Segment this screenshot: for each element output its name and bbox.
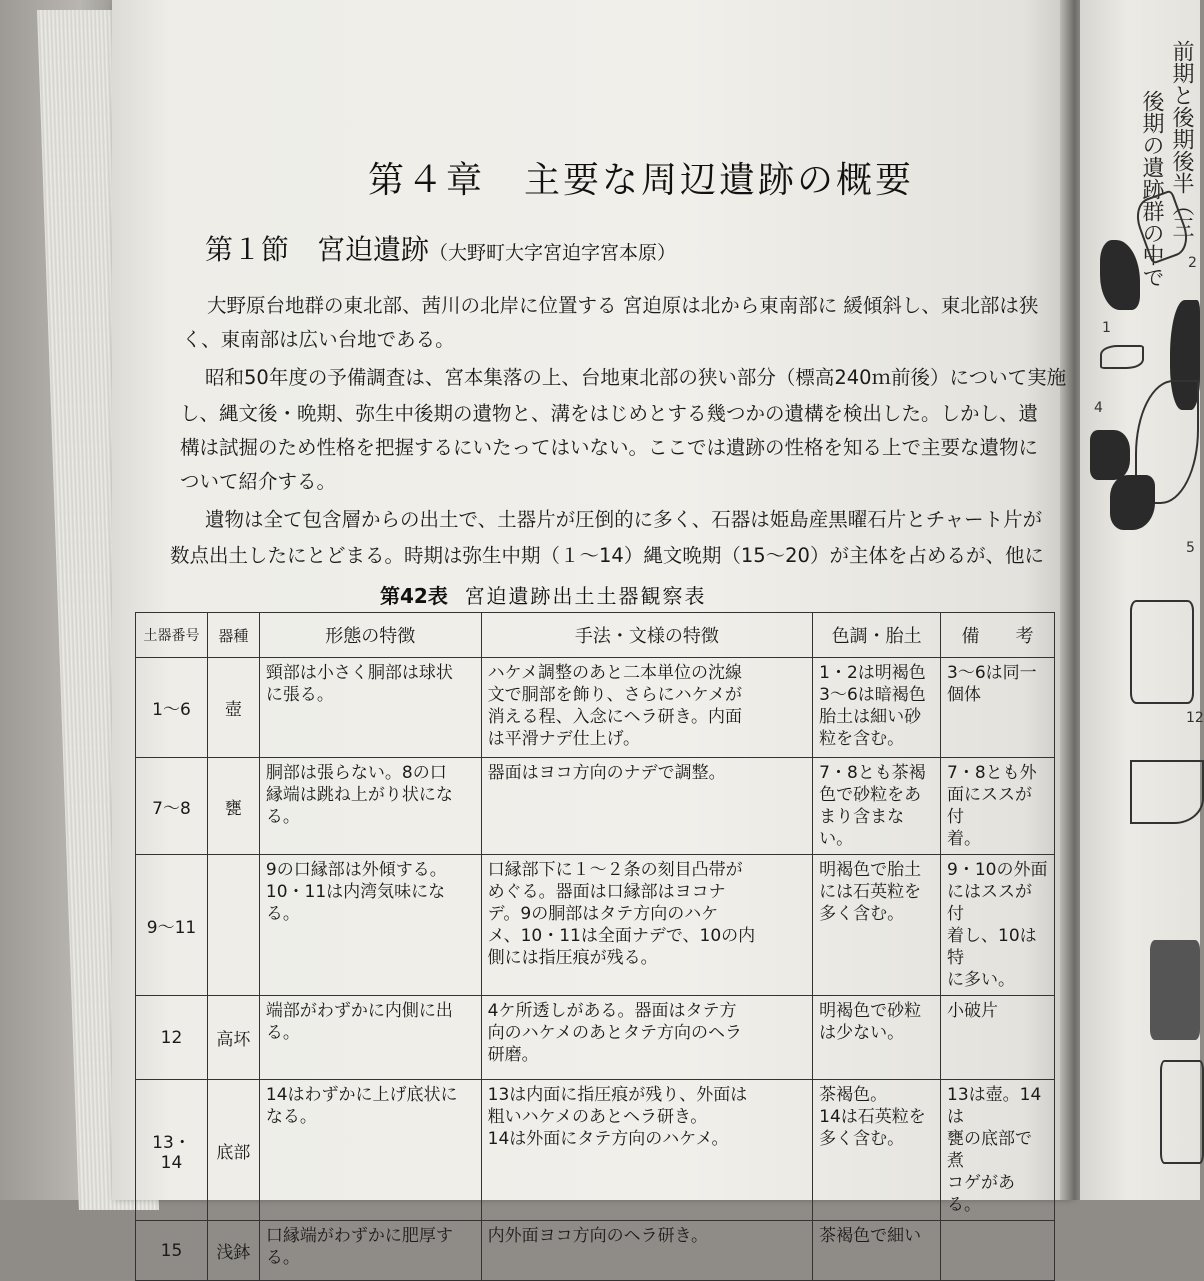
facing-page: [1080, 0, 1204, 1200]
cell-method: 13は内面に指圧痕が残り、外面は 粗いハケメのあとヘラ研き。 14は外面にタテ方向のハケメ。: [481, 1080, 813, 1221]
cell-method: ハケメ調整のあと二本単位の沈線 文で胴部を飾り、さらにハケメが 消える程、入念にヘラ研き。内面 は平滑ナデ仕上げ。: [481, 658, 813, 758]
header-number: 土器番号: [136, 613, 208, 658]
cell-note: 13は壺。14は 甕の底部で煮 コゲがある。: [941, 1080, 1055, 1221]
paragraph-line: 構は試掘のため性格を把握するにいたってはいない。ここでは遺跡の性格を知る上で主要な遺物に: [180, 436, 1039, 459]
cell-number: 1～6: [136, 658, 208, 758]
cell-form: 胴部は張らない。8の口 縁端は跳ね上がり状にな る。: [259, 758, 481, 855]
figure-number: 12: [1186, 710, 1204, 726]
header-form: 形態の特徴: [259, 613, 481, 658]
header-method: 手法・文様の特徴: [481, 613, 813, 658]
section-title: 第１節 宮迫遺跡: [205, 233, 430, 266]
cell-note: 3～6は同一 個体: [941, 658, 1055, 758]
cell-number: 7～8: [136, 758, 208, 855]
cell-kind: 浅鉢: [207, 1221, 259, 1281]
header-kind: 器種: [207, 613, 259, 658]
cell-kind: 高坏: [207, 996, 259, 1080]
paragraph-line: ついて紹介する。: [180, 470, 337, 493]
header-color: 色調・胎土: [813, 613, 941, 658]
table-row: [136, 758, 1055, 855]
figure-number: 1: [1102, 320, 1111, 336]
pottery-drawing: [1100, 345, 1144, 369]
table-row: [136, 658, 1055, 758]
cell-form: 口縁端がわずかに肥厚す る。: [259, 1221, 481, 1281]
pottery-sherd: [1150, 940, 1200, 1040]
paragraph-line: 数点出土したにとどまる。時期は弥生中期（１～14）縄文晩期（15～20）が主体を占めるが、他に: [170, 544, 1044, 567]
cell-note: 9・10の外面 にはススが付 着し、10は特 に多い。: [941, 855, 1055, 996]
cell-note: [941, 1221, 1055, 1281]
cell-color: 7・8とも茶褐 色で砂粒をあ まり含まない。: [813, 758, 941, 855]
cell-color: 明褐色で砂粒 は少ない。: [813, 996, 941, 1080]
cell-note: 小破片: [941, 996, 1055, 1080]
facing-vertical-text-2: 後期の遺跡群の中で: [1139, 90, 1164, 288]
paragraph-line: 遺物は全て包含層からの出土で、土器片が圧倒的に多く、石器は姫島産黒曜石片とチャート片が: [205, 508, 1043, 531]
cell-color: 明褐色で胎土 には石英粒を 多く含む。: [813, 855, 941, 996]
table-header-row: [136, 613, 1055, 658]
pottery-sherd: [1110, 475, 1155, 530]
pottery-drawing: [1130, 600, 1194, 704]
facing-vertical-text-1: 前期と後期後半（三: [1169, 40, 1194, 238]
paragraph-line: し、縄文後・晩期、弥生中後期の遺物と、溝をはじめとする幾つかの遺構を検出した。しかし、遺: [180, 402, 1039, 425]
cell-number: 9～11: [136, 855, 208, 996]
cell-number: 13・14: [136, 1080, 208, 1221]
cell-note: 7・8とも外 面にススが付 着。: [941, 758, 1055, 855]
cell-number: 15: [136, 1221, 208, 1281]
cell-color: 1・2は明褐色 3～6は暗褐色 胎土は細い砂 粒を含む。: [813, 658, 941, 758]
cell-kind: 壺: [207, 658, 259, 758]
cell-kind: 底部: [207, 1080, 259, 1221]
figure-number: 2: [1188, 255, 1197, 271]
section-location: （大野町大字宮迫字宮本原）: [429, 242, 677, 264]
figure-number: 5: [1186, 540, 1195, 556]
cell-method: 器面はヨコ方向のナデで調整。: [481, 758, 813, 855]
table-row: [136, 1221, 1055, 1281]
pottery-drawing: [1130, 760, 1204, 824]
cell-form: 端部がわずかに内側に出 る。: [259, 996, 481, 1080]
cell-method: 内外面ヨコ方向のヘラ研き。: [481, 1221, 813, 1281]
cell-form: 頸部は小さく胴部は球状 に張る。: [259, 658, 481, 758]
cell-color: 茶褐色。 14は石英粒を 多く含む。: [813, 1080, 941, 1221]
cell-method: 4ケ所透しがある。器面はタテ方 向のハケメのあとタテ方向のヘラ 研磨。: [481, 996, 813, 1080]
pottery-sherd: [1090, 430, 1130, 480]
cell-color: 茶褐色で細い: [813, 1221, 941, 1281]
cell-method: 口縁部下に１～２条の刻目凸帯が めぐる。器面は口縁部はヨコナ デ。9の胴部はタテ方向のハケ メ、10・11は全面ナデで、10の内 側には指圧痕が残る。: [481, 855, 813, 996]
cell-kind: [207, 855, 259, 996]
table-row: [136, 855, 1055, 996]
paragraph-line: く、東南部は広い台地である。: [182, 328, 455, 351]
header-note: 備 考: [941, 613, 1055, 658]
cell-kind: 甕: [207, 758, 259, 855]
section-heading: [205, 228, 676, 268]
table-caption: [380, 580, 707, 609]
pottery-sherd: [1100, 240, 1140, 310]
table-number: 第42表: [380, 584, 448, 608]
observation-table: [135, 612, 1055, 1281]
paragraph-line: 昭和50年度の予備調査は、宮本集落の上、台地東北部の狭い部分（標高240ｍ前後）について実施: [205, 366, 1067, 389]
cell-number: 12: [136, 996, 208, 1080]
cell-form: 14はわずかに上げ底状に なる。: [259, 1080, 481, 1221]
table-title: 宮迫遺跡出土土器観察表: [464, 584, 707, 608]
cell-form: 9の口縁部は外傾する。 10・11は内湾気味にな る。: [259, 855, 481, 996]
pottery-drawing: [1160, 1060, 1204, 1164]
chapter-title: 第４章 主要な周辺遺跡の概要: [368, 160, 915, 201]
paragraph-line: 大野原台地群の東北部、茜川の北岸に位置する 宮迫原は北から東南部に 緩傾斜し、東北部は狭: [207, 294, 1039, 317]
figure-number: 4: [1094, 400, 1103, 416]
table-row: [136, 996, 1055, 1080]
table-row: [136, 1080, 1055, 1221]
